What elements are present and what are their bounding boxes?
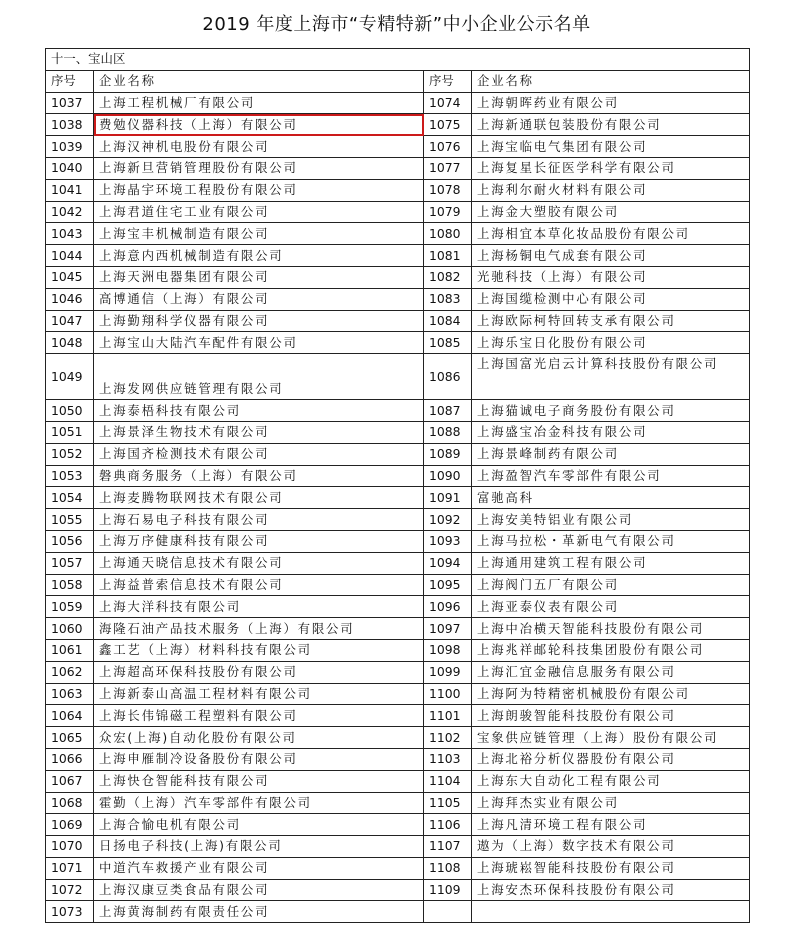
table-row	[46, 792, 750, 814]
right-seq-cell: 1086	[424, 354, 472, 400]
right-seq-cell: 1108	[424, 857, 472, 879]
left-seq-cell: 1037	[46, 92, 94, 114]
left-company-cell: 上海长伟锦磁工程塑料有限公司	[94, 705, 424, 727]
table-row	[46, 157, 750, 179]
left-company-cell: 上海宝丰机械制造有限公司	[94, 223, 424, 245]
right-seq-cell: 1075	[424, 114, 472, 136]
left-seq-cell: 1049	[46, 354, 94, 400]
district-label: 十一、宝山区	[46, 49, 750, 71]
table-row	[46, 661, 750, 683]
table-row	[46, 596, 750, 618]
table-row	[46, 310, 750, 332]
right-seq-cell: 1080	[424, 223, 472, 245]
left-company-cell: 鑫工艺（上海）材料科技有限公司	[94, 639, 424, 661]
right-seq-cell: 1078	[424, 179, 472, 201]
right-seq-cell: 1099	[424, 661, 472, 683]
seq-header-left: 序号	[46, 70, 94, 92]
table-row	[46, 487, 750, 509]
right-seq-cell: 1081	[424, 245, 472, 267]
table-row	[46, 530, 750, 552]
left-seq-cell: 1048	[46, 332, 94, 354]
right-company-cell: 上海拜杰实业有限公司	[472, 792, 750, 814]
header-row	[46, 70, 750, 92]
left-company-cell: 上海工程机械厂有限公司	[94, 92, 424, 114]
left-company-cell: 上海国齐检测技术有限公司	[94, 443, 424, 465]
right-company-cell: 上海新通联包装股份有限公司	[472, 114, 750, 136]
right-company-cell: 上海东大自动化工程有限公司	[472, 770, 750, 792]
right-company-cell: 上海朗骏智能科技股份有限公司	[472, 705, 750, 727]
table-row	[46, 421, 750, 443]
right-seq-cell: 1098	[424, 639, 472, 661]
left-company-cell: 上海汉康豆类食品有限公司	[94, 879, 424, 901]
left-seq-cell: 1058	[46, 574, 94, 596]
left-seq-cell: 1044	[46, 245, 94, 267]
right-company-cell: 上海阀门五厂有限公司	[472, 574, 750, 596]
right-seq-cell: 1077	[424, 157, 472, 179]
right-company-cell: 上海中冶横天智能科技股份有限公司	[472, 618, 750, 640]
left-company-cell: 上海通天晓信息技术有限公司	[94, 552, 424, 574]
left-seq-cell: 1041	[46, 179, 94, 201]
table-row	[46, 400, 750, 422]
right-company-cell: 上海欧际柯特回转支承有限公司	[472, 310, 750, 332]
left-seq-cell: 1040	[46, 157, 94, 179]
right-company-cell: 上海国富光启云计算科技股份有限公司	[472, 354, 750, 400]
right-company-cell: 上海琥崧智能科技股份有限公司	[472, 857, 750, 879]
right-company-cell: 光驰科技（上海）有限公司	[472, 266, 750, 288]
right-company-cell: 上海复星长征医学科学有限公司	[472, 157, 750, 179]
right-seq-cell: 1105	[424, 792, 472, 814]
left-seq-cell: 1050	[46, 400, 94, 422]
right-seq-cell: 1076	[424, 136, 472, 158]
left-seq-cell: 1039	[46, 136, 94, 158]
left-company-cell: 上海超高环保科技股份有限公司	[94, 661, 424, 683]
table-row	[46, 354, 750, 400]
right-company-cell: 上海兆祥邮轮科技集团股份有限公司	[472, 639, 750, 661]
right-company-cell: 上海阿为特精密机械股份有限公司	[472, 683, 750, 705]
left-company-cell: 上海景泽生物技术有限公司	[94, 421, 424, 443]
table-row	[46, 245, 750, 267]
left-seq-cell: 1069	[46, 814, 94, 836]
table-row	[46, 857, 750, 879]
left-company-cell: 上海新泰山高温工程材料有限公司	[94, 683, 424, 705]
table-row	[46, 639, 750, 661]
right-company-cell: 上海景峰制药有限公司	[472, 443, 750, 465]
right-company-cell: 上海盛宝冶金科技有限公司	[472, 421, 750, 443]
table-row	[46, 92, 750, 114]
left-seq-cell: 1045	[46, 266, 94, 288]
table-row	[46, 332, 750, 354]
left-company-cell: 上海黄海制药有限责任公司	[94, 901, 424, 923]
left-seq-cell: 1055	[46, 509, 94, 531]
table-row	[46, 552, 750, 574]
table-row	[46, 443, 750, 465]
table-row	[46, 748, 750, 770]
table-row	[46, 770, 750, 792]
left-company-cell: 上海麦腾物联网技术有限公司	[94, 487, 424, 509]
left-seq-cell: 1062	[46, 661, 94, 683]
left-company-cell: 上海申雁制冷设备股份有限公司	[94, 748, 424, 770]
table-row	[46, 201, 750, 223]
table-row	[46, 727, 750, 749]
left-seq-cell: 1061	[46, 639, 94, 661]
left-seq-cell: 1068	[46, 792, 94, 814]
right-seq-cell: 1090	[424, 465, 472, 487]
table-row	[46, 288, 750, 310]
right-company-cell: 上海盈智汽车零部件有限公司	[472, 465, 750, 487]
left-seq-cell: 1067	[46, 770, 94, 792]
right-company-cell: 上海乐宝日化股份有限公司	[472, 332, 750, 354]
left-company-cell: 上海意内西机械制造有限公司	[94, 245, 424, 267]
left-company-cell: 霍勤（上海）汽车零部件有限公司	[94, 792, 424, 814]
left-seq-cell: 1054	[46, 487, 94, 509]
right-seq-cell	[424, 901, 472, 923]
right-company-cell: 上海猫诚电子商务股份有限公司	[472, 400, 750, 422]
right-company-cell	[472, 901, 750, 923]
table-row	[46, 618, 750, 640]
name-header-right: 企业名称	[472, 70, 750, 92]
right-seq-cell: 1085	[424, 332, 472, 354]
right-seq-cell: 1096	[424, 596, 472, 618]
left-seq-cell: 1051	[46, 421, 94, 443]
right-company-cell: 上海亚泰仪表有限公司	[472, 596, 750, 618]
left-seq-cell: 1047	[46, 310, 94, 332]
right-company-cell: 上海朝晖药业有限公司	[472, 92, 750, 114]
left-seq-cell: 1056	[46, 530, 94, 552]
right-company-cell: 宝象供应链管理（上海）股份有限公司	[472, 727, 750, 749]
right-company-cell: 遨为（上海）数字技术有限公司	[472, 836, 750, 858]
left-company-cell: 上海益普索信息技术有限公司	[94, 574, 424, 596]
left-company-cell: 上海宝山大陆汽车配件有限公司	[94, 332, 424, 354]
name-header-left: 企业名称	[94, 70, 424, 92]
left-seq-cell: 1052	[46, 443, 94, 465]
left-company-cell: 磐典商务服务（上海）有限公司	[94, 465, 424, 487]
left-company-cell: 上海新旦营销管理股份有限公司	[94, 157, 424, 179]
left-seq-cell: 1060	[46, 618, 94, 640]
table-row	[46, 574, 750, 596]
left-seq-cell: 1066	[46, 748, 94, 770]
right-company-cell: 上海利尔耐火材料有限公司	[472, 179, 750, 201]
page-title: 2019 年度上海市“专精特新”中小企业公示名单	[202, 14, 591, 35]
table-row	[46, 705, 750, 727]
right-company-cell: 富驰高科	[472, 487, 750, 509]
right-company-cell: 上海凡清环境工程有限公司	[472, 814, 750, 836]
left-seq-cell: 1073	[46, 901, 94, 923]
left-seq-cell: 1042	[46, 201, 94, 223]
table-row	[46, 465, 750, 487]
right-seq-cell: 1082	[424, 266, 472, 288]
left-company-cell: 上海万序健康科技有限公司	[94, 530, 424, 552]
right-company-cell: 上海北裕分析仪器股份有限公司	[472, 748, 750, 770]
left-company-cell: 上海天洲电器集团有限公司	[94, 266, 424, 288]
right-seq-cell: 1084	[424, 310, 472, 332]
left-seq-cell: 1064	[46, 705, 94, 727]
left-seq-cell: 1059	[46, 596, 94, 618]
right-company-cell: 上海国缆检测中心有限公司	[472, 288, 750, 310]
right-company-cell: 上海杨铜电气成套有限公司	[472, 245, 750, 267]
left-seq-cell: 1070	[46, 836, 94, 858]
left-seq-cell: 1043	[46, 223, 94, 245]
district-row	[46, 49, 750, 71]
table-row	[46, 814, 750, 836]
right-seq-cell: 1102	[424, 727, 472, 749]
table-row	[46, 114, 750, 136]
table-row	[46, 509, 750, 531]
left-company-cell: 上海泰梧科技有限公司	[94, 400, 424, 422]
right-seq-cell: 1092	[424, 509, 472, 531]
left-company-cell: 高博通信（上海）有限公司	[94, 288, 424, 310]
left-seq-cell: 1063	[46, 683, 94, 705]
right-seq-cell: 1093	[424, 530, 472, 552]
left-seq-cell: 1071	[46, 857, 94, 879]
seq-header-right: 序号	[424, 70, 472, 92]
left-seq-cell: 1065	[46, 727, 94, 749]
left-seq-cell: 1072	[46, 879, 94, 901]
right-company-cell: 上海马拉松・革新电气有限公司	[472, 530, 750, 552]
right-seq-cell: 1103	[424, 748, 472, 770]
right-company-cell: 上海相宜本草化妆品股份有限公司	[472, 223, 750, 245]
left-company-cell: 上海君道住宅工业有限公司	[94, 201, 424, 223]
left-company-cell: 上海大洋科技有限公司	[94, 596, 424, 618]
right-seq-cell: 1083	[424, 288, 472, 310]
left-seq-cell: 1046	[46, 288, 94, 310]
left-seq-cell: 1053	[46, 465, 94, 487]
left-company-cell: 上海石易电子科技有限公司	[94, 509, 424, 531]
left-company-cell: 中道汽车救援产业有限公司	[94, 857, 424, 879]
right-seq-cell: 1094	[424, 552, 472, 574]
right-seq-cell: 1089	[424, 443, 472, 465]
right-seq-cell: 1101	[424, 705, 472, 727]
table-row	[46, 223, 750, 245]
right-seq-cell: 1109	[424, 879, 472, 901]
left-company-cell: 上海发网供应链管理有限公司	[94, 354, 424, 400]
highlighted-company-cell: 费勉仪器科技（上海）有限公司	[94, 114, 424, 136]
table-row	[46, 879, 750, 901]
right-seq-cell: 1106	[424, 814, 472, 836]
table-row	[46, 683, 750, 705]
right-seq-cell: 1095	[424, 574, 472, 596]
right-seq-cell: 1097	[424, 618, 472, 640]
table-row	[46, 901, 750, 923]
table-row	[46, 136, 750, 158]
company-list-table	[45, 48, 750, 923]
left-seq-cell: 1038	[46, 114, 94, 136]
left-company-cell: 上海勤翔科学仪器有限公司	[94, 310, 424, 332]
table-row	[46, 836, 750, 858]
right-company-cell: 上海安美特铝业有限公司	[472, 509, 750, 531]
right-seq-cell: 1088	[424, 421, 472, 443]
right-company-cell: 上海汇宜金融信息服务有限公司	[472, 661, 750, 683]
right-company-cell: 上海通用建筑工程有限公司	[472, 552, 750, 574]
left-company-cell: 上海晶宇环境工程股份有限公司	[94, 179, 424, 201]
left-company-cell: 上海快仓智能科技有限公司	[94, 770, 424, 792]
right-seq-cell: 1107	[424, 836, 472, 858]
left-company-cell: 众宏(上海)自动化股份有限公司	[94, 727, 424, 749]
right-company-cell: 上海安杰环保科技股份有限公司	[472, 879, 750, 901]
right-seq-cell: 1091	[424, 487, 472, 509]
right-company-cell: 上海金大塑胶有限公司	[472, 201, 750, 223]
right-seq-cell: 1079	[424, 201, 472, 223]
left-company-cell: 上海汉神机电股份有限公司	[94, 136, 424, 158]
right-seq-cell: 1104	[424, 770, 472, 792]
table-row	[46, 266, 750, 288]
right-seq-cell: 1087	[424, 400, 472, 422]
left-company-cell: 日扬电子科技(上海)有限公司	[94, 836, 424, 858]
table-row	[46, 179, 750, 201]
left-company-cell: 上海合愉电机有限公司	[94, 814, 424, 836]
left-seq-cell: 1057	[46, 552, 94, 574]
right-seq-cell: 1074	[424, 92, 472, 114]
right-seq-cell: 1100	[424, 683, 472, 705]
left-company-cell: 海隆石油产品技术服务（上海）有限公司	[94, 618, 424, 640]
right-company-cell: 上海宝临电气集团有限公司	[472, 136, 750, 158]
